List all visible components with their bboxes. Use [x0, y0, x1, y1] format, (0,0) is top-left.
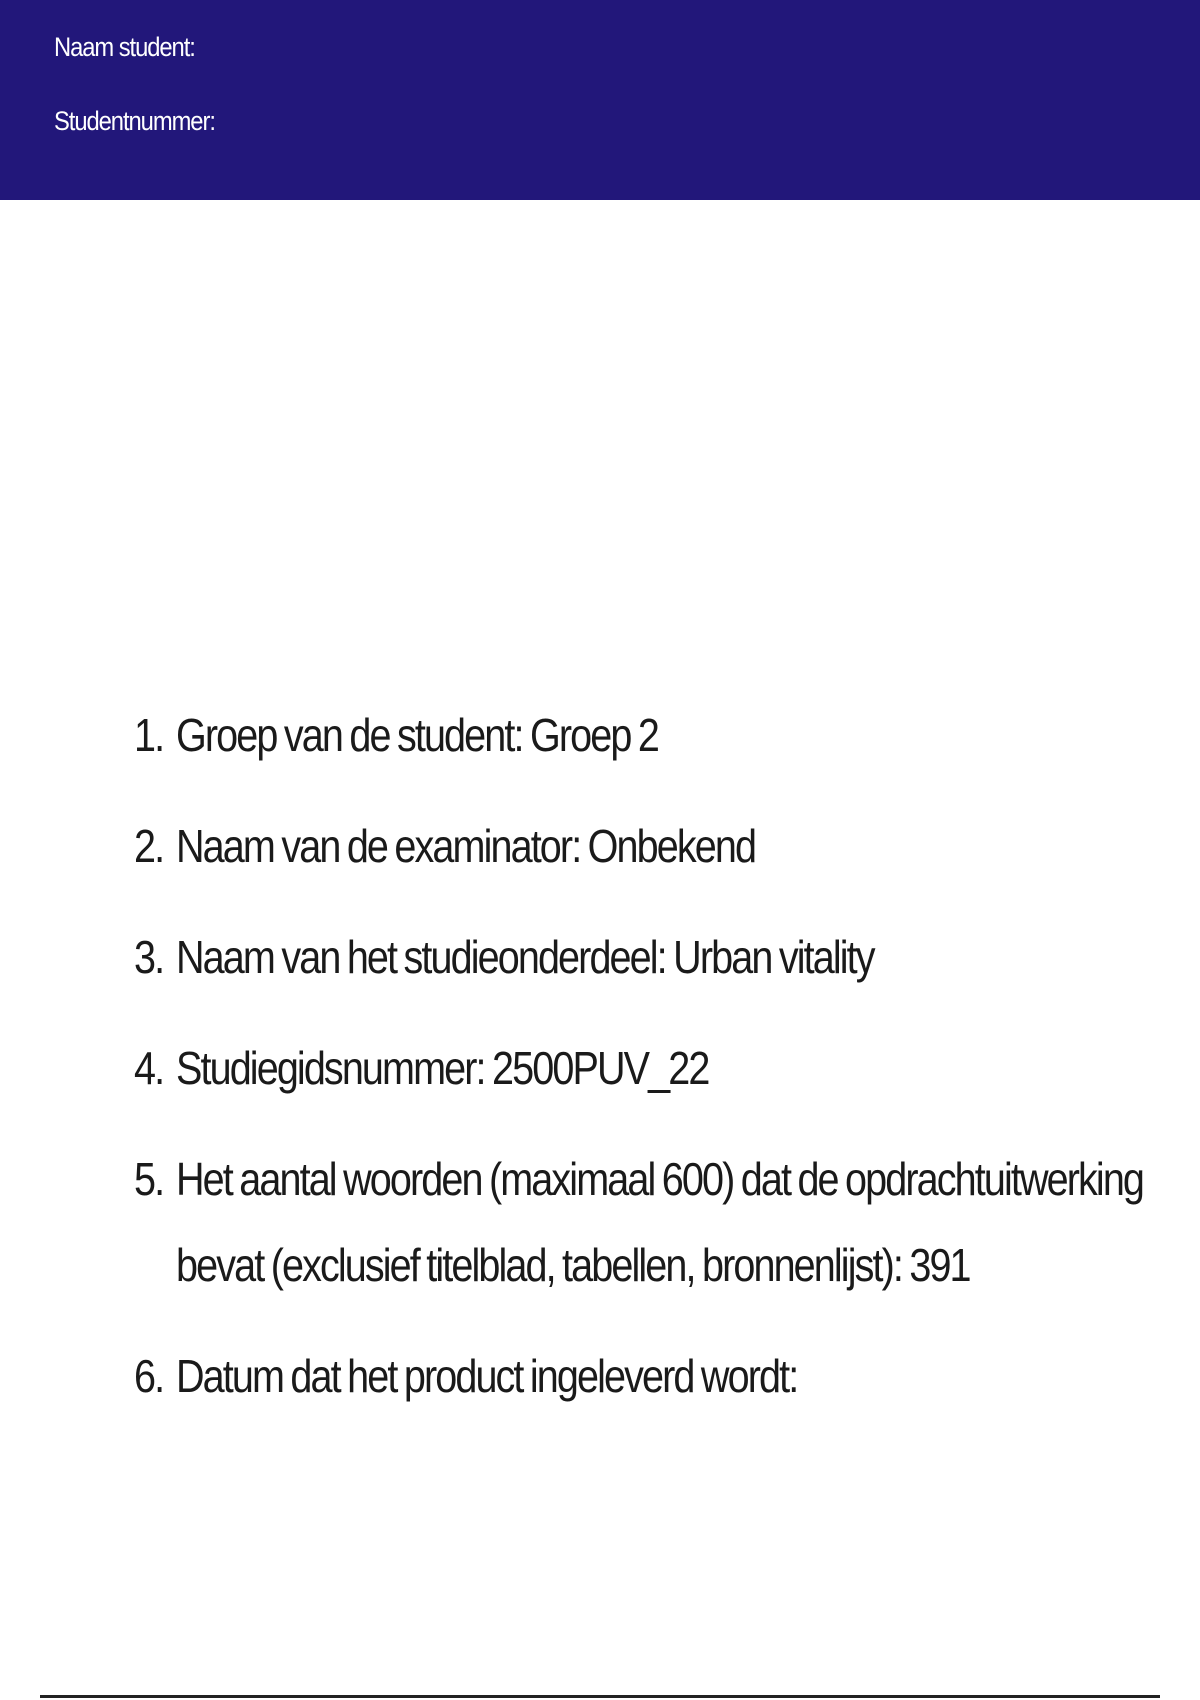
item-text: Studiegidsnummer: 2500PUV_22: [176, 1042, 709, 1094]
item-number: 3.: [134, 931, 164, 983]
info-item-word-count: [134, 1136, 1144, 1308]
item-text: Groep van de student: Groep 2: [176, 709, 658, 761]
item-text: Datum dat het product ingeleverd wordt:: [176, 1350, 798, 1402]
footer-divider: [40, 1695, 1160, 1698]
info-list: [134, 692, 1144, 1444]
student-number-label: Studentnummer:: [54, 106, 215, 136]
info-item-group: [134, 692, 1144, 778]
item-number: 6.: [134, 1350, 164, 1402]
student-name-label: Naam student:: [54, 32, 195, 62]
item-number: 4.: [134, 1042, 164, 1094]
item-number: 1.: [134, 709, 164, 761]
item-text: Naam van het studieonderdeel: Urban vitality: [176, 931, 874, 983]
info-item-course: [134, 914, 1144, 1000]
item-text: Naam van de examinator: Onbekend: [176, 820, 756, 872]
item-number: 5.: [134, 1153, 164, 1205]
item-text: Het aantal woorden (maximaal 600) dat de opdrachtuitwerking bevat (exclusief titelblad, tabellen, bronnenlijst): 391: [176, 1153, 1144, 1291]
info-item-course-code: [134, 1025, 1144, 1111]
info-item-examiner: [134, 803, 1144, 889]
info-item-submission-date: [134, 1333, 1144, 1419]
header-band: [0, 0, 1200, 200]
item-number: 2.: [134, 820, 164, 872]
